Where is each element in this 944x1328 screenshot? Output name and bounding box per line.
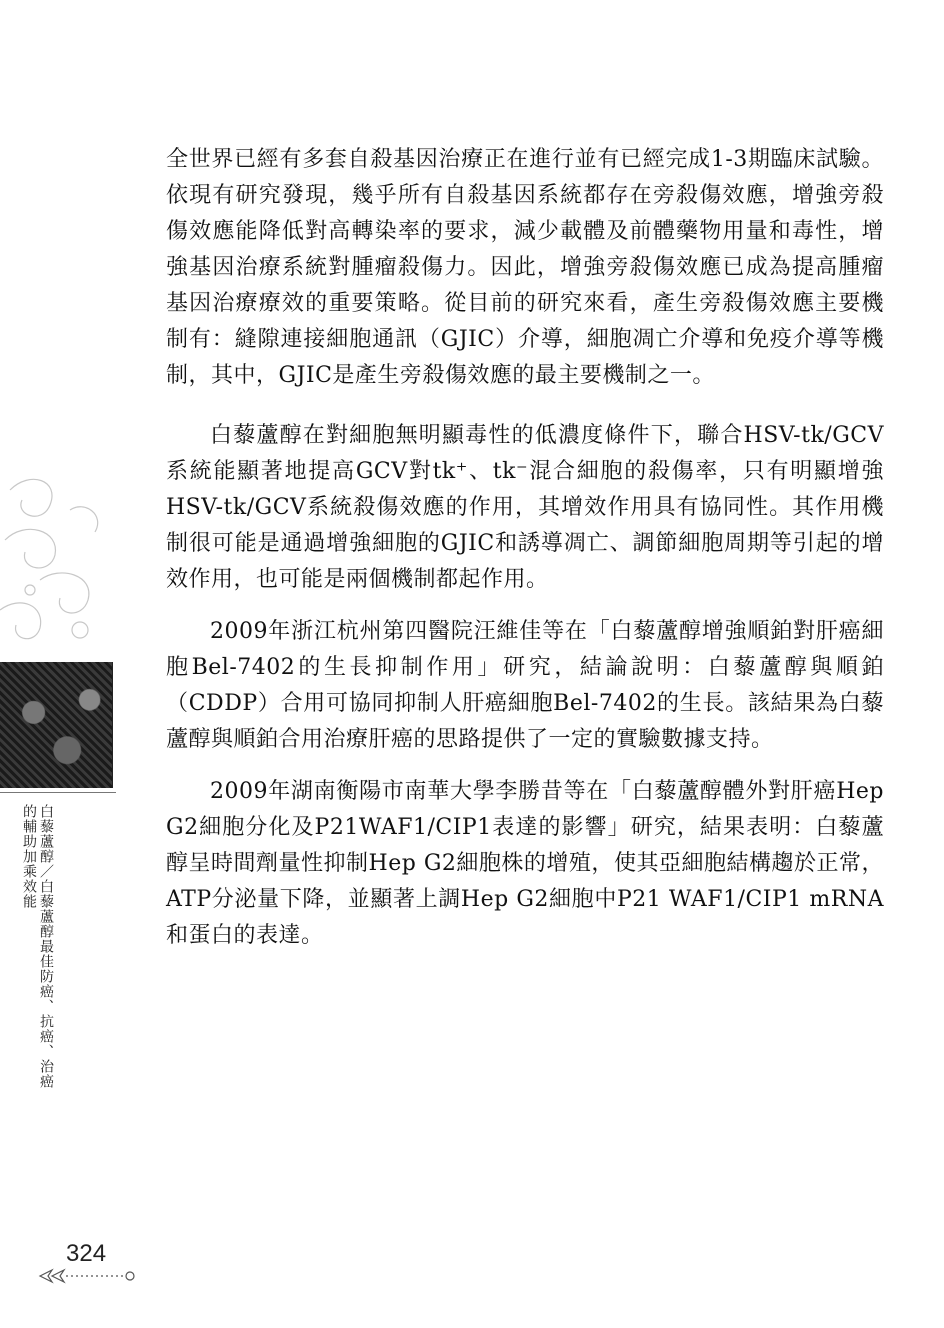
paragraph-4: 2009年湖南衡陽市南華大學李勝昔等在「白藜蘆醇體外對肝癌Hep G2細胞分化及P21WAF1/CIP1表達的影響」研究，結果表明：白藜蘆醇呈時間劑量性抑制Hep G2細胞株的增殖，使其亞細胞結構趨於正常，ATP分泌量下降，並顯著上調Hep G2細胞中P21 WAF1/CIP1 mRNA和蛋白的表達。 bbox=[166, 779, 884, 948]
body-text bbox=[166, 142, 884, 954]
paragraph-2: 白藜蘆醇在對細胞無明顯毒性的低濃度條件下，聯合HSV-tk/GCV系統能顯著地提高GCV對tk⁺、tk⁻混合細胞的殺傷率，只有明顯增強HSV-tk/GCV系統殺傷效應的作用，其增效作用具有協同性。其作用機制很可能是通過增強細胞的GJIC和誘導凋亡、調節細胞周期等引起的增效作用，也可能是兩個機制都起作用。 bbox=[166, 423, 884, 592]
page-number: 324 bbox=[66, 1240, 107, 1267]
running-book-title bbox=[20, 804, 54, 1184]
arrow-ornament-icon bbox=[38, 1266, 138, 1286]
paragraph-3: 2009年浙江杭州第四醫院汪維佳等在「白藜蘆醇增強順鉑對肝癌細胞Bel-7402的生長抑制作用」研究，結論說明：白藜蘆醇與順鉑（CDDP）合用可協同抑制人肝癌細胞Bel-7402的生長。該結果為白藜蘆醇與順鉑合用治療肝癌的思路提供了一定的實驗數據支持。 bbox=[166, 619, 884, 752]
book-title-line-2: 的輔助加乘效能 bbox=[21, 804, 37, 909]
decorative-photo bbox=[0, 662, 113, 788]
margin-divider bbox=[0, 792, 116, 793]
paragraph-1: 全世界已經有多套自殺基因治療正在進行並有已經完成1-3期臨床試驗。依現有研究發現，幾乎所有自殺基因系統都存在旁殺傷效應，增強旁殺傷效應能降低對高轉染率的要求，減少載體及前體藥物用量和毒性，增強基因治療系統對腫瘤殺傷力。因此，增強旁殺傷效應已成為提高腫瘤基因治療療效的重要策略。從目前的研究來看，產生旁殺傷效應主要機制有：縫隙連接細胞通訊（GJIC）介導，細胞凋亡介導和免疫介導等機制，其中，GJIC是產生旁殺傷效應的最主要機制之一。 bbox=[166, 147, 884, 388]
book-title-line-1: 白藜蘆醇／白藜蘆醇最佳防癌、抗癌、治癌 bbox=[38, 804, 54, 1089]
swirl-ornament-icon bbox=[0, 470, 110, 660]
